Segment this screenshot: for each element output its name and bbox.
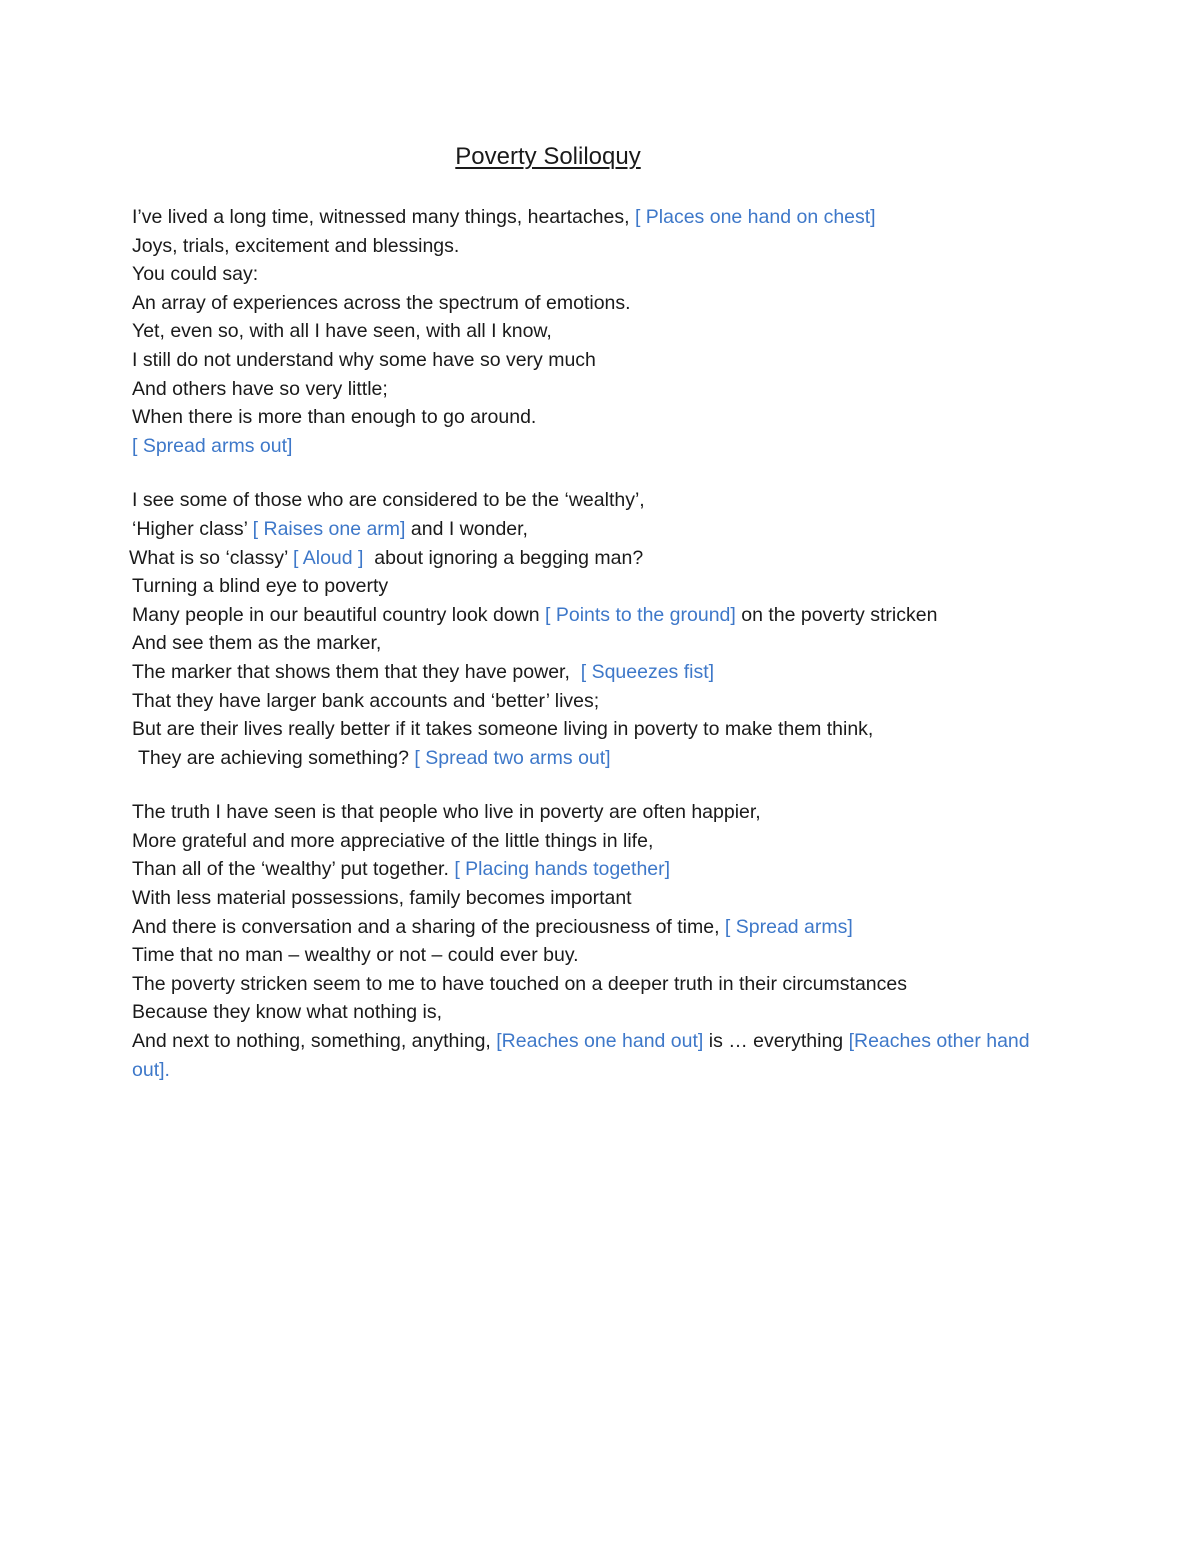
line-text: More grateful and more appreciative of the little things in life, bbox=[132, 829, 654, 852]
poem-line bbox=[132, 1027, 1032, 1084]
line-text: about ignoring a begging man? bbox=[363, 546, 644, 569]
poem-line bbox=[132, 855, 1032, 884]
line-text: The truth I have seen is that people who live in poverty are often happier, bbox=[132, 801, 761, 824]
poem-line bbox=[132, 289, 1032, 318]
stage-direction: [ Squeezes fist] bbox=[580, 660, 715, 683]
stage-direction: [ Raises one arm] bbox=[252, 517, 406, 540]
poem-line bbox=[132, 346, 1032, 375]
poem-line bbox=[132, 941, 1032, 970]
line-text: Many people in our beautiful country look down bbox=[132, 603, 546, 626]
line-text: and I wonder, bbox=[405, 517, 528, 540]
stanza bbox=[129, 486, 1032, 772]
poem-line bbox=[132, 432, 1032, 461]
poem-line bbox=[132, 232, 1032, 261]
stanza-break bbox=[132, 460, 1032, 486]
stanza-break bbox=[132, 772, 1032, 798]
poem-line bbox=[132, 970, 1032, 999]
stage-direction: [ Placing hands together] bbox=[454, 858, 671, 881]
line-text: I’ve lived a long time, witnessed many things, heartaches, bbox=[132, 206, 635, 228]
line-text: The marker that shows them that they have power, bbox=[132, 660, 581, 683]
poem-line bbox=[132, 715, 1032, 744]
line-text: And next to nothing, something, anything, bbox=[132, 1030, 497, 1053]
stage-direction: [ Spread arms out] bbox=[132, 434, 293, 457]
stage-direction: [ Aloud ] bbox=[292, 546, 364, 569]
line-text: But are their lives really better if it takes someone living in poverty to make them think, bbox=[132, 718, 874, 741]
line-text: is … everything bbox=[703, 1030, 849, 1053]
poem-line bbox=[132, 658, 1032, 687]
poem-line bbox=[132, 913, 1032, 942]
poem-line bbox=[132, 203, 1032, 232]
stanza bbox=[132, 798, 1032, 1084]
line-text: Time that no man – wealthy or not – could ever buy. bbox=[132, 944, 579, 967]
poem-line bbox=[132, 884, 1032, 913]
line-text: What is so ‘classy’ bbox=[129, 546, 293, 569]
stage-direction: [ Spread two arms out] bbox=[414, 746, 611, 769]
line-text: And there is conversation and a sharing of the preciousness of time, bbox=[132, 915, 725, 938]
poem-line bbox=[132, 687, 1032, 716]
line-text: With less material possessions, family becomes important bbox=[132, 887, 632, 910]
stage-direction: [Reaches one hand out] bbox=[496, 1030, 704, 1053]
poem-line bbox=[132, 375, 1032, 404]
poem-line bbox=[132, 403, 1032, 432]
line-text: When there is more than enough to go around. bbox=[132, 406, 537, 429]
stage-direction: [ Points to the ground] bbox=[545, 603, 736, 626]
poem-line bbox=[132, 998, 1032, 1027]
stanza bbox=[132, 203, 1032, 460]
line-text: And others have so very little; bbox=[132, 377, 388, 400]
poem-line bbox=[132, 260, 1032, 289]
line-text: And see them as the marker, bbox=[132, 632, 382, 655]
poem-body bbox=[129, 203, 1032, 1084]
line-text: An array of experiences across the spectrum of emotions. bbox=[132, 291, 631, 314]
line-text: They are achieving something? bbox=[138, 746, 415, 769]
page-title: Poverty Soliloquy bbox=[455, 143, 641, 170]
line-text: You could say: bbox=[132, 263, 259, 286]
stage-direction: [ Spread arms] bbox=[724, 915, 853, 938]
line-text: ‘Higher class’ bbox=[132, 517, 253, 540]
poem-line bbox=[132, 572, 1032, 601]
poem-line bbox=[132, 515, 1032, 544]
line-text: I still do not understand why some have so very much bbox=[132, 348, 596, 371]
poem-line bbox=[132, 486, 1032, 515]
poem-line bbox=[132, 601, 1032, 630]
line-text: Joys, trials, excitement and blessings. bbox=[132, 234, 460, 257]
poem-line bbox=[132, 798, 1032, 827]
line-text: I see some of those who are considered to be the ‘wealthy’, bbox=[132, 489, 645, 512]
line-text: The poverty stricken seem to me to have touched on a deeper truth in their circumstances bbox=[132, 972, 907, 995]
line-text: Yet, even so, with all I have seen, with all I know, bbox=[132, 320, 552, 343]
stage-direction: [ Places one hand on chest] bbox=[634, 206, 876, 228]
poem-line bbox=[132, 827, 1032, 856]
poem-line bbox=[129, 544, 1032, 573]
stage-direction: [Reaches other hand out]. bbox=[132, 1030, 1030, 1081]
line-text: on the poverty stricken bbox=[735, 603, 938, 626]
line-text: That they have larger bank accounts and ‘better’ lives; bbox=[132, 689, 600, 712]
poem-line bbox=[132, 317, 1032, 346]
line-text: Than all of the ‘wealthy’ put together. bbox=[132, 858, 455, 881]
poem-line bbox=[138, 744, 1032, 773]
line-text: Because they know what nothing is, bbox=[132, 1001, 443, 1024]
poem-line bbox=[132, 629, 1032, 658]
line-text: Turning a blind eye to poverty bbox=[132, 575, 389, 598]
